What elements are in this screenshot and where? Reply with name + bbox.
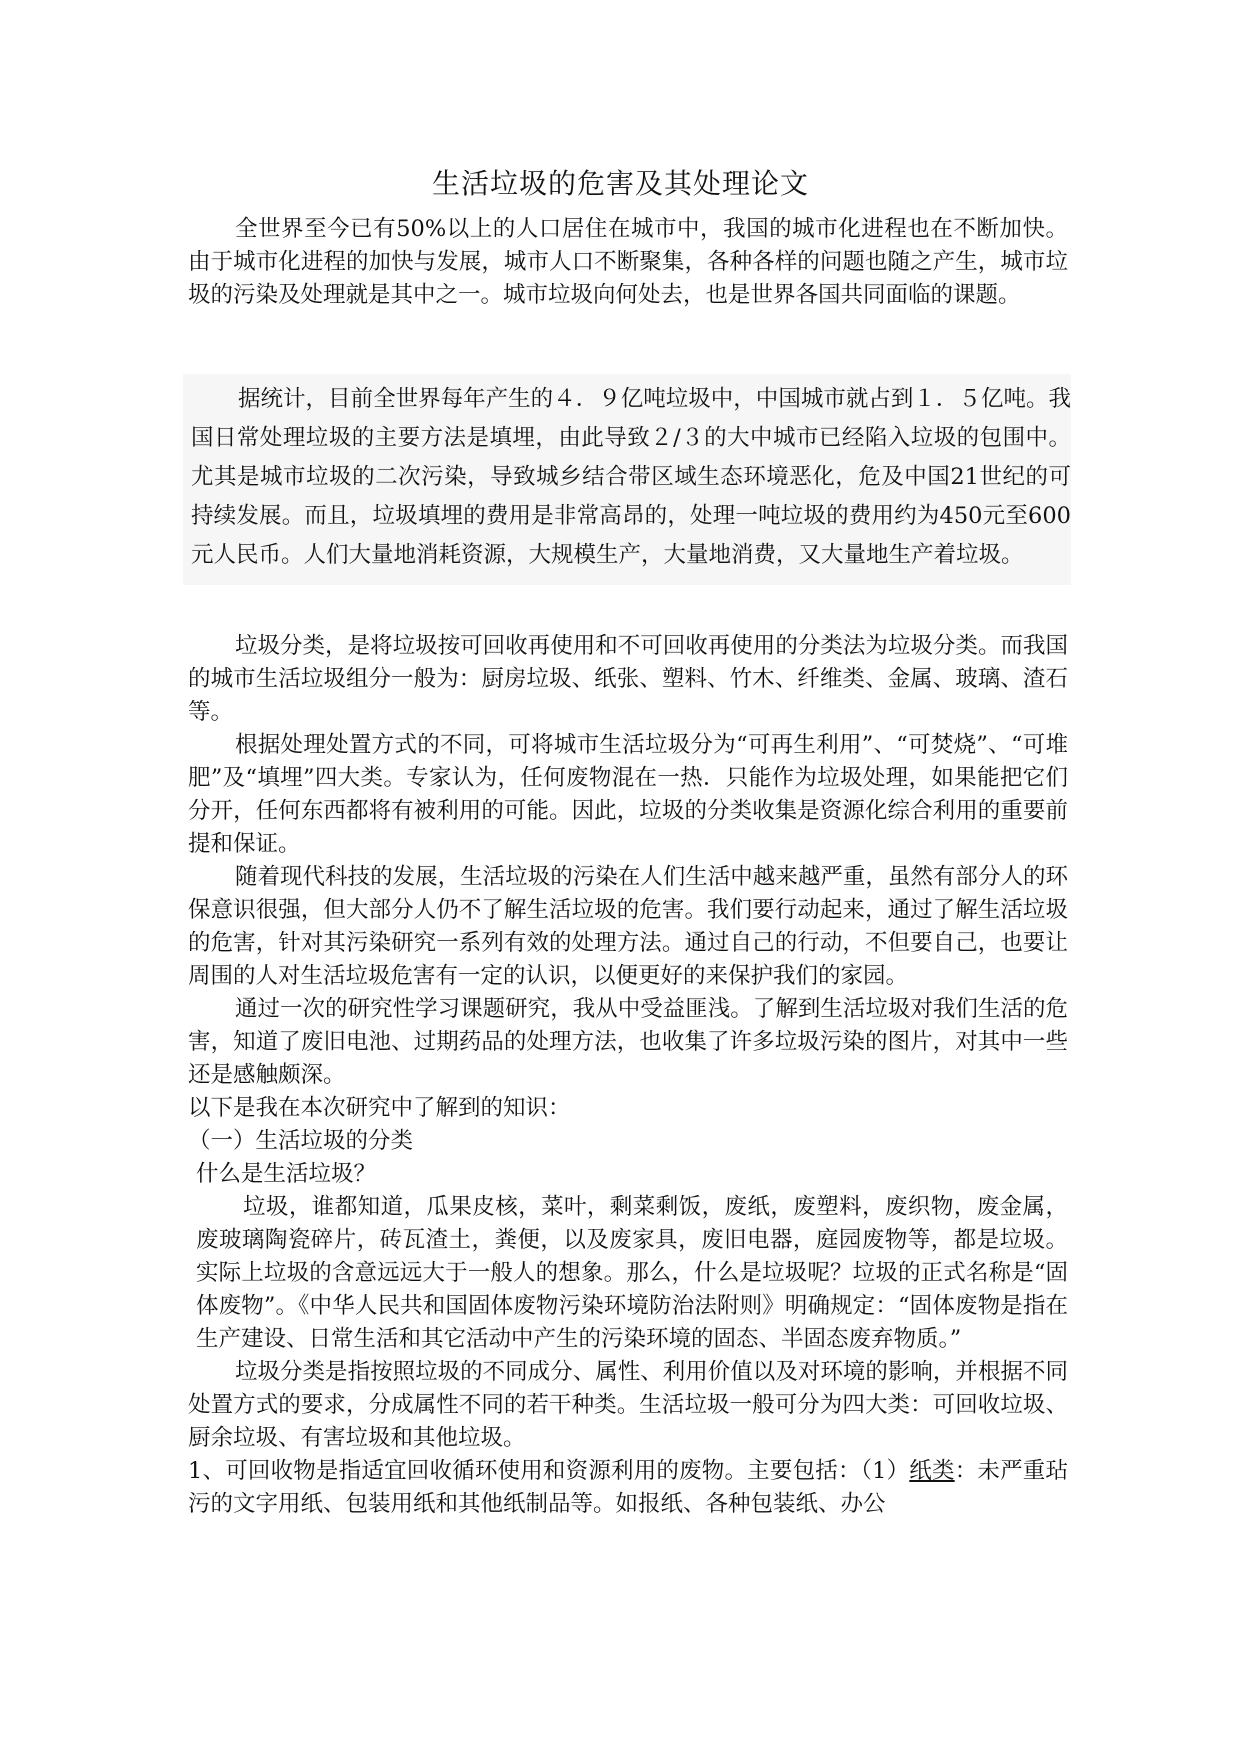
intro-paragraph: 全世界至今已有50%以上的人口居住在城市中，我国的城市化进程也在不断加快。由于城市化进程的加快与发展，城市人口不断聚集，各种各样的问题也随之产生，城市垃圾的污染及处理就是其中之一。城市垃圾向何处去，也是世界各国共同面临的课题。 xyxy=(188,216,1068,308)
body-paragraph: 通过一次的研究性学习课题研究，我从中受益匪浅。了解到生活垃圾对我们生活的危害，知道了废旧电池、过期药品的处理方法，也收集了许多垃圾污染的图片，对其中一些还是感触颇深。 xyxy=(188,996,1068,1088)
body-paragraph xyxy=(188,1455,1068,1521)
body-paragraph: 垃圾分类，是将垃圾按可回收再使用和不可回收再使用的分类法为垃圾分类。而我国的城市生活垃圾组分一般为：厨房垃圾、纸张、塑料、竹木、纤维类、金属、玻璃、渣石等。 xyxy=(188,633,1068,725)
section-heading: （一）生活垃圾的分类 xyxy=(188,1128,414,1154)
statistics-paragraph: 据统计，目前全世界每年产生的４．９亿吨垃圾中，中国城市就占到１．５亿吨。我国日常处理垃圾的主要方法是填埋，由此导致２/３的大中城市已经陷入垃圾的包围中。尤其是城市垃圾的二次污染，导致城乡结合带区域生态环境恶化，危及中国21世纪的可持续发展。而且，垃圾填埋的费用是非常高昂的，处理一吨垃圾的费用约为450元至600元人民币。人们大量地消耗资源，大规模生产，大量地消费，又大量地生产着垃圾。 xyxy=(191,386,1071,568)
sub-heading: 什么是生活垃圾？ xyxy=(196,1161,377,1187)
body-paragraph: 随着现代科技的发展，生活垃圾的污染在人们生活中越来越严重，虽然有部分人的环保意识很强，但大部分人仍不了解生活垃圾的危害。我们要行动起来，通过了解生活垃圾的危害，针对其污染研究一系列有效的处理方法。通过自己的行动，不但要自己，也要让周围的人对生活垃圾危害有一定的认识，以便更好的来保护我们的家园。 xyxy=(188,864,1068,989)
text-run: ：未严重玷污的文字用纸、包装用纸和其他纸制品等。如报纸、各种包装纸、办公 xyxy=(188,1458,1068,1517)
statistics-box xyxy=(183,374,1071,585)
intro-section xyxy=(188,213,1068,312)
text-run: 1、可回收物是指适宜回收循环使用和资源利用的废物。主要包括：（1） xyxy=(188,1458,910,1484)
underlined-term: 纸类 xyxy=(909,1458,955,1484)
document-title: 生活垃圾的危害及其处理论文 xyxy=(431,167,809,200)
body-paragraph: 根据处理处置方式的不同，可将城市生活垃圾分为“可再生利用”、“可焚烧”、“可堆肥”及“填埋”四大类。专家认为，任何废物混在一热．只能作为垃圾处理，如果能把它们分开，任何东西都将有被利用的可能。因此，垃圾的分类收集是资源化综合利用的重要前提和保证。 xyxy=(188,732,1068,857)
body-paragraph: 垃圾，谁都知道，瓜果皮核，菜叶，剩菜剩饭，废纸，废塑料，废织物，废金属，废玻璃陶瓷碎片，砖瓦渣土，粪便，以及废家具，废旧电器，庭园废物等，都是垃圾。实际上垃圾的含意远远大于一般人的想象。那么，什么是垃圾呢？垃圾的正式名称是“固体废物”。《中华人民共和国固体废物污染环境防治法附则》明确规定：“固体废物是指在生产建设、日常生活和其它活动中产生的污染环境的固态、半固态废弃物质。” xyxy=(196,1194,1068,1352)
body-paragraph: 垃圾分类是指按照垃圾的不同成分、属性、利用价值以及对环境的影响，并根据不同处置方式的要求，分成属性不同的若干种类。生活垃圾一般可分为四大类：可回收垃圾、厨余垃圾、有害垃圾和其他垃圾。 xyxy=(188,1359,1068,1451)
body-paragraph: 以下是我在本次研究中了解到的知识： xyxy=(188,1095,571,1121)
main-body xyxy=(188,630,1068,1521)
